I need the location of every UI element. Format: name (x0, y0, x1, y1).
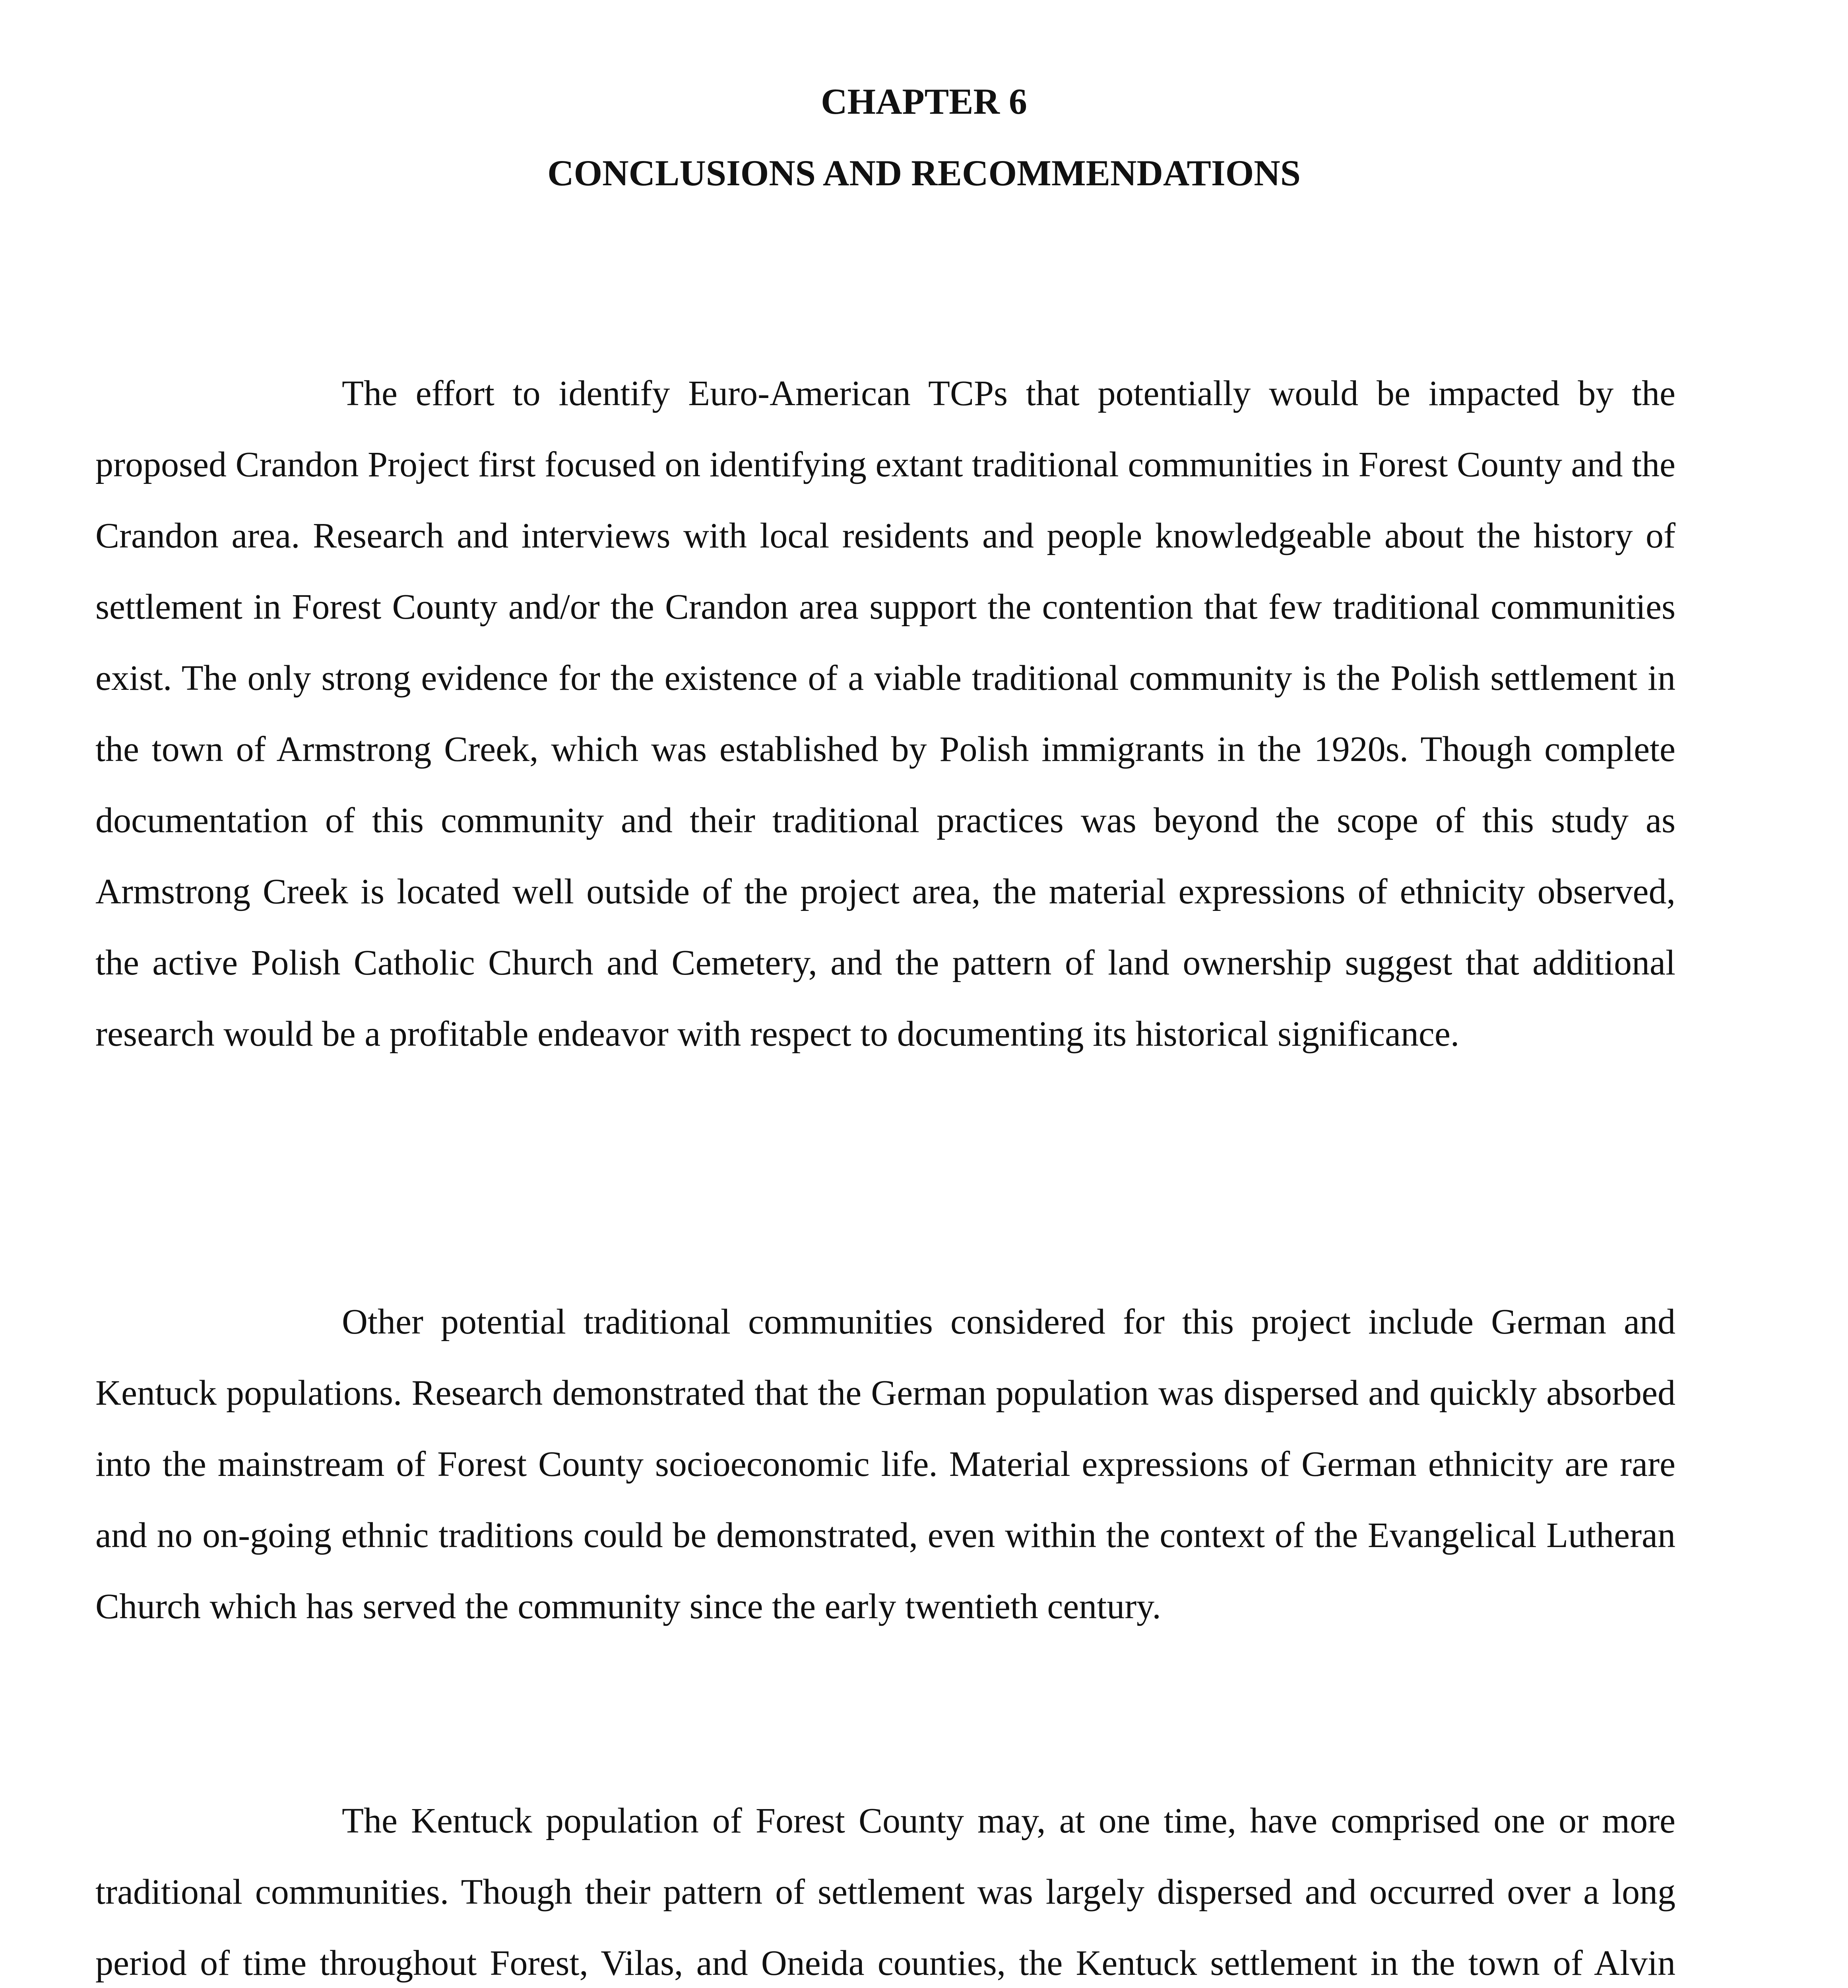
chapter-heading: CHAPTER 6 (821, 81, 1027, 122)
body-paragraph-2 (95, 1286, 1675, 1642)
paragraph-text: Other potential traditional communities considered for this project include German and Kentuck populations. Research demonstrated that the German population was dispersed and quickly absorbed into the mainstream of Forest County socioeconomic life. Material expressions of German ethnicity are rare and no on-going ethnic traditions could be demonstrated, even within the context of the Evangelical Lutheran Church which has served the community since the early twentieth century. (95, 1302, 1675, 1626)
chapter-title: CONCLUSIONS AND RECOMMENDATIONS (547, 153, 1301, 193)
body-paragraph-3 (95, 1785, 1675, 1988)
paragraph-text: The Kentuck population of Forest County may, at one time, have comprised one or more traditional communities. Though their pattern of settlement was largely dispersed and occurred over a long period of time throughout Forest, Vilas, and Oneida counties, the Kentuck settlement in the town of Alvin (95, 1801, 1675, 1983)
paragraph-text: The effort to identify Euro-American TCPs that potentially would be impacted by the proposed Crandon Project first focused on identifying extant traditional communities in Forest County and the Crandon area. Research and interviews with local residents and people knowledgeable about the history of settlement in Forest County and/or the Crandon area support the contention that few traditional communities exist. The only strong evidence for the existence of a viable traditional community is the Polish settlement in the town of Armstrong Creek, which was established by Polish immigrants in the 1920s. Though complete documentation of this community and their traditional practices was beyond the scope of this study as Armstrong Creek is located well outside of the project area, the material expressions of ethnicity observed, the active Polish Catholic Church and Cemetery, and the pattern of land ownership suggest that additional research would be a profitable endeavor with respect to documenting its historical significance. (95, 374, 1675, 1054)
body-paragraph-1 (95, 358, 1675, 1070)
